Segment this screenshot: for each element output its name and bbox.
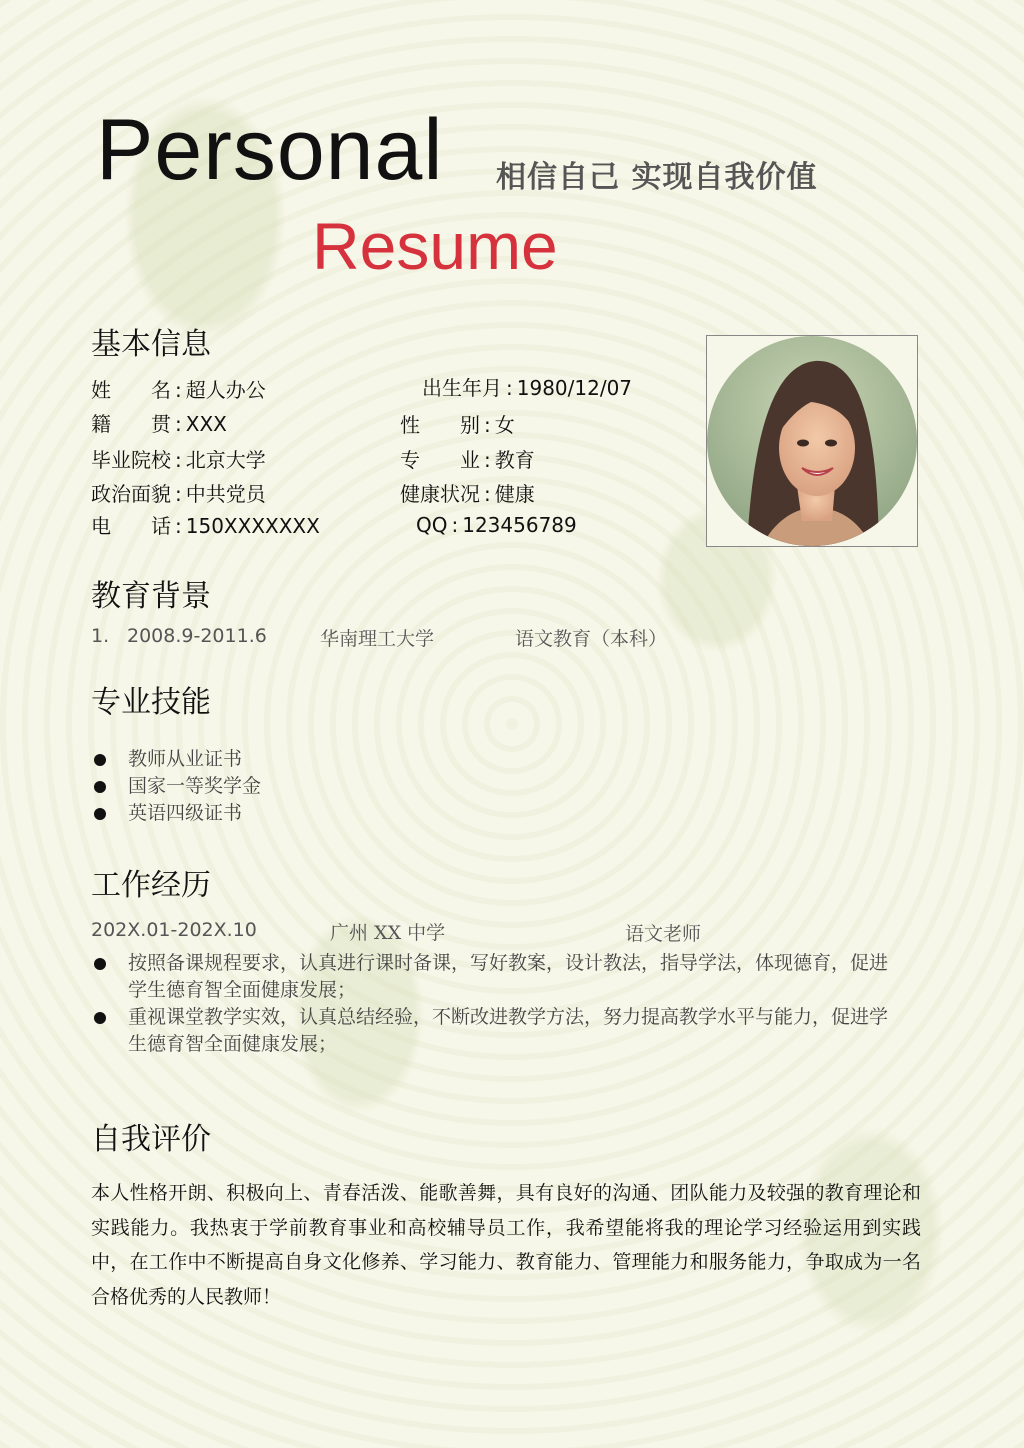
info-phone-value: 150XXXXXXX xyxy=(185,514,320,538)
skill-text: 教师从业证书 xyxy=(128,748,243,770)
resume-title-resume: Resume xyxy=(312,209,558,283)
profile-photo-illustration xyxy=(707,336,917,546)
info-origin-value: XXX xyxy=(185,412,227,436)
education-period: 2008.9-2011.6 xyxy=(127,625,267,647)
skill-item xyxy=(92,773,261,800)
work-position: 语文老师 xyxy=(625,923,702,945)
section-heading-basic-info: 基本信息 xyxy=(91,327,211,362)
info-qq xyxy=(416,511,577,539)
work-duty-item xyxy=(92,1004,892,1058)
info-origin xyxy=(91,410,227,438)
info-birth-value: 1980/12/07 xyxy=(516,376,633,400)
section-heading-self-eval: 自我评价 xyxy=(91,1122,211,1157)
section-heading-work: 工作经历 xyxy=(91,868,211,903)
skills-list xyxy=(92,746,261,827)
info-school-value: 北京大学 xyxy=(185,448,266,472)
info-gender xyxy=(400,411,515,439)
info-qq-value: 123456789 xyxy=(462,513,577,537)
info-separator: : xyxy=(484,413,491,437)
bullet-dot-icon xyxy=(94,754,106,766)
skill-text: 英语四级证书 xyxy=(128,802,243,824)
info-health-value: 健康 xyxy=(494,482,535,506)
skill-item xyxy=(92,800,261,827)
info-politics-label: 政治面貌 xyxy=(91,482,171,506)
resume-motto: 相信自己 实现自我价值 xyxy=(496,160,818,195)
info-major xyxy=(400,446,535,474)
info-name xyxy=(91,376,266,404)
info-birth xyxy=(422,374,632,402)
skill-text: 国家一等奖学金 xyxy=(128,775,262,797)
info-name-label: 姓 名 xyxy=(91,378,171,402)
info-major-label: 专 业 xyxy=(400,448,480,472)
work-duty-text: 重视课堂教学实效，认真总结经验，不断改进教学方法，努力提高教学水平与能力，促进学生德育智全面健康发展； xyxy=(128,1006,889,1055)
profile-photo xyxy=(707,336,917,546)
education-major: 语文教育（本科） xyxy=(515,628,668,650)
section-heading-education: 教育背景 xyxy=(91,579,211,614)
self-evaluation-text: 本人性格开朗、积极向上、青春活泼、能歌善舞，具有良好的沟通、团队能力及较强的教育理论和实践能力。我热衷于学前教育事业和高校辅导员工作，我希望能将我的理论学习经验运用到实践中，在工作中不断提高自身文化修养、学习能力、教育能力、管理能力和服务能力，争取成为一名合格优秀的人民教师！ xyxy=(91,1182,921,1308)
info-separator: : xyxy=(175,378,182,402)
info-health xyxy=(400,480,535,508)
education-index: 1. xyxy=(91,625,110,647)
bullet-dot-icon xyxy=(94,781,106,793)
info-qq-label: QQ xyxy=(416,513,448,537)
info-separator: : xyxy=(175,482,182,506)
info-separator: : xyxy=(506,376,513,400)
work-period: 202X.01-202X.10 xyxy=(91,919,257,941)
skill-item xyxy=(92,746,261,773)
info-school xyxy=(91,446,266,474)
info-name-value: 超人办公 xyxy=(185,378,266,402)
info-phone xyxy=(91,512,320,540)
info-major-value: 教育 xyxy=(494,448,535,472)
work-company: 广州 XX 中学 xyxy=(330,922,446,944)
work-duties-list xyxy=(92,950,892,1058)
info-origin-label: 籍 贯 xyxy=(91,412,171,436)
info-birth-label: 出生年月 xyxy=(422,376,502,400)
work-duty-text: 按照备课规程要求，认真进行课时备课，写好教案，设计教法，指导学法，体现德育，促进学生德育智全面健康发展； xyxy=(128,952,889,1001)
info-separator: : xyxy=(484,482,491,506)
info-gender-value: 女 xyxy=(494,413,515,437)
info-politics-value: 中共党员 xyxy=(185,482,266,506)
info-separator: : xyxy=(484,448,491,472)
resume-title-personal: Personal xyxy=(96,102,444,198)
profile-photo-frame xyxy=(706,335,918,547)
bullet-dot-icon xyxy=(94,1012,106,1024)
work-duty-item xyxy=(92,950,892,1004)
info-phone-label: 电 话 xyxy=(91,514,171,538)
info-health-label: 健康状况 xyxy=(400,482,480,506)
section-heading-skills: 专业技能 xyxy=(91,685,211,720)
info-separator: : xyxy=(175,448,182,472)
education-school: 华南理工大学 xyxy=(320,628,435,650)
info-separator: : xyxy=(175,514,182,538)
info-school-label: 毕业院校 xyxy=(91,448,171,472)
bullet-dot-icon xyxy=(94,958,106,970)
info-politics xyxy=(91,480,266,508)
info-gender-label: 性 别 xyxy=(400,413,480,437)
info-separator: : xyxy=(451,513,459,537)
bullet-dot-icon xyxy=(94,808,106,820)
info-separator: : xyxy=(175,412,182,436)
